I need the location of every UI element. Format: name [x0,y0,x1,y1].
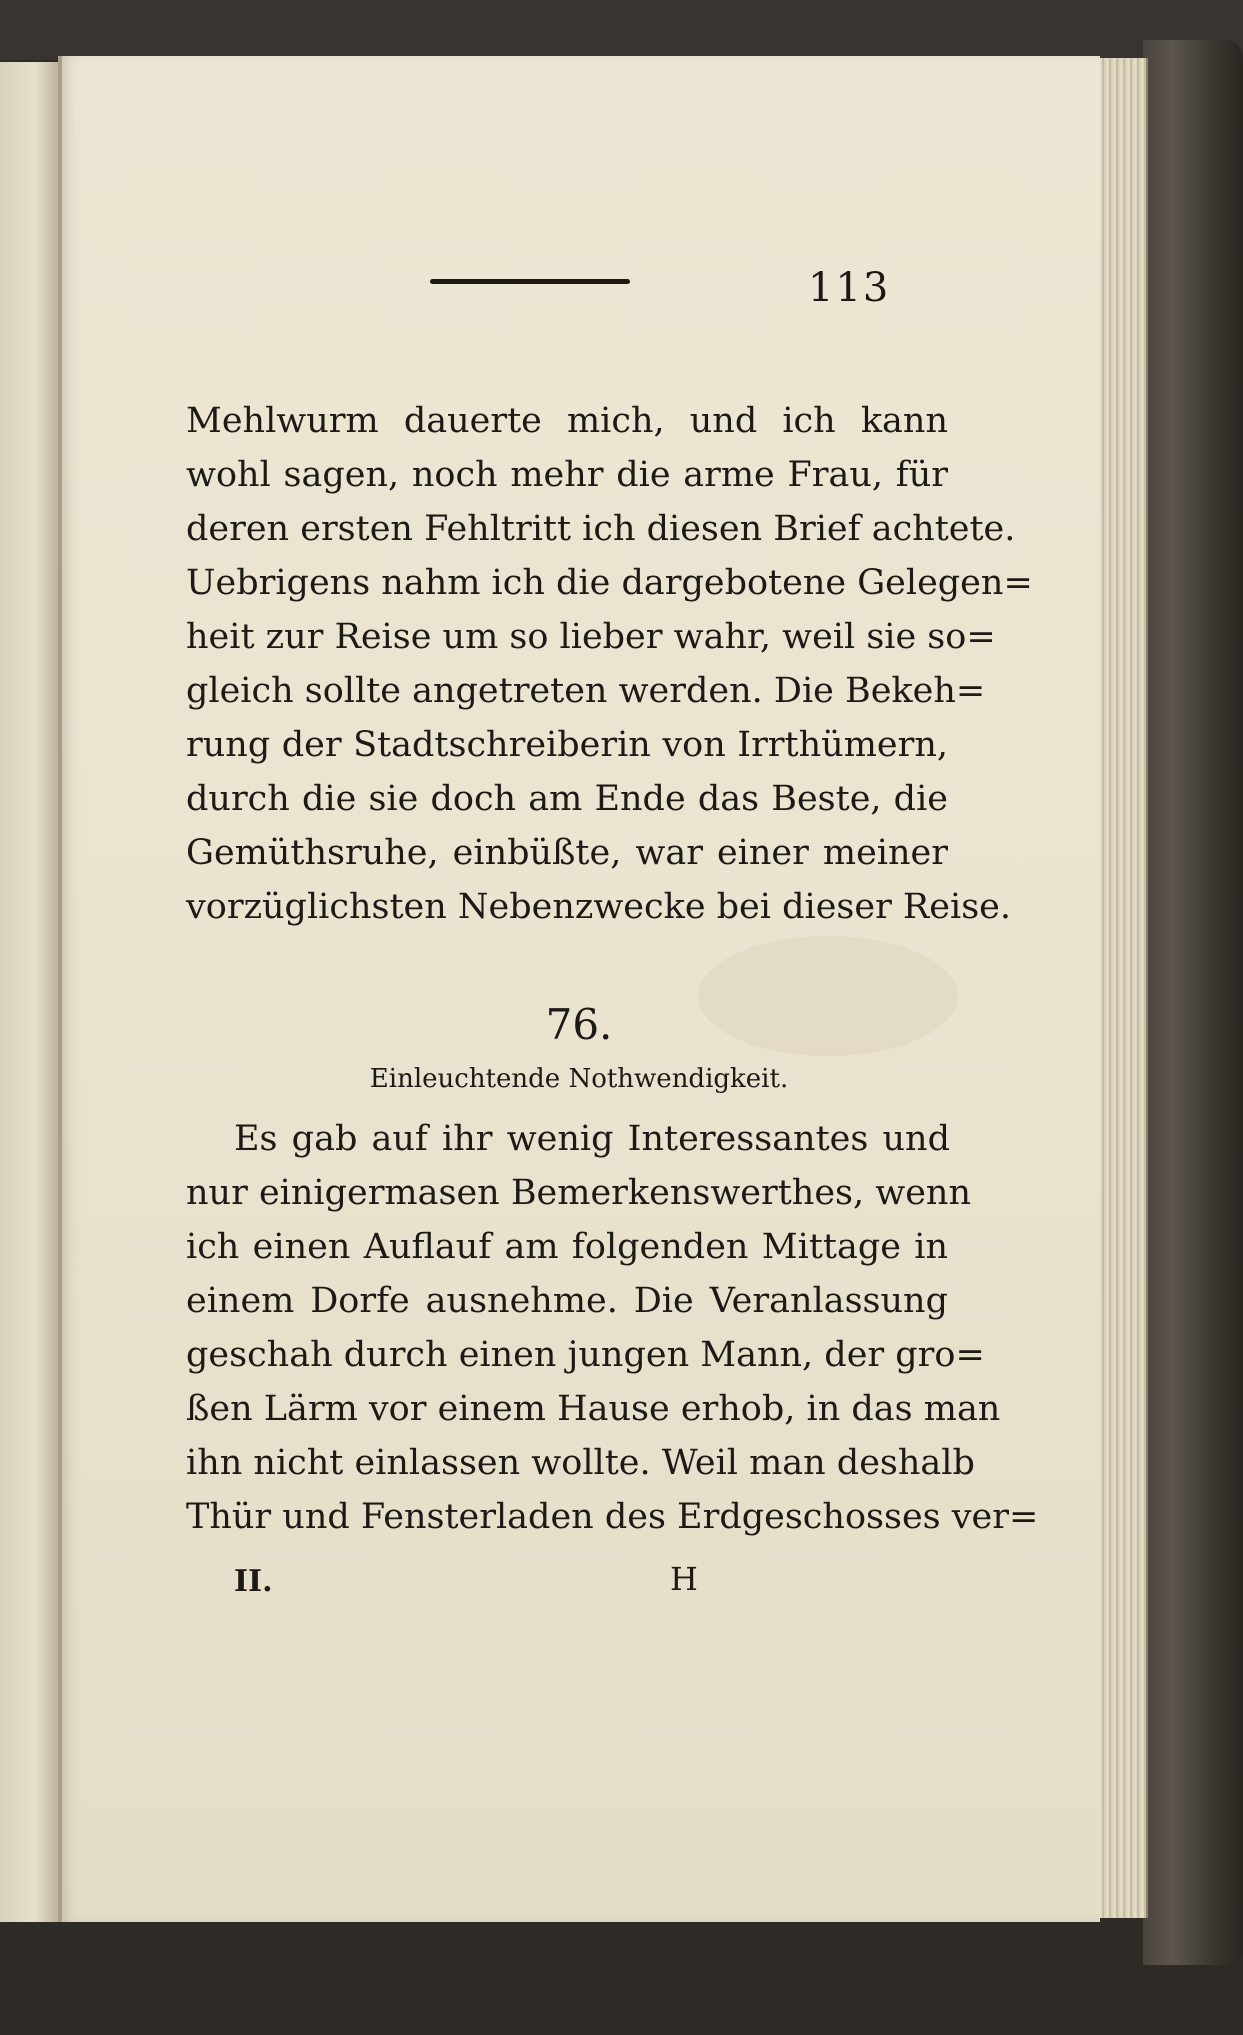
text-line: Mehlwurm dauerte mich, und ich kann [186,401,948,441]
text-line: vorzüglichsten Nebenzwecke bei dieser Reise. [186,887,1011,927]
text-line: Es gab auf ihr wenig Interessantes und [234,1119,950,1159]
header-rule [430,279,630,284]
text-line: gleich sollte angetreten werden. Die Bekeh= [186,671,986,711]
text-line: Thür und Fensterladen des Erdgeschosses ver= [186,1497,1039,1537]
text-line: heit zur Reise um so lieber wahr, weil sie so= [186,617,996,657]
text-line: ßen Lärm vor einem Hause erhob, in das man [186,1389,1001,1429]
text-line: Gemüthsruhe, einbüßte, war einer meiner [186,833,948,873]
text-line: rung der Stadtschreiberin von Irrthümern, [186,725,948,765]
text-line: ihn nicht einlassen wollte. Weil man deshalb [186,1443,975,1483]
text-line: geschah durch einen jungen Mann, der gro= [186,1335,985,1375]
book-cover-right-edge [1143,40,1243,1970]
section-title: Einleuchtende Nothwendigkeit. [369,1064,789,1094]
gutter [58,56,62,1922]
text-line: einem Dorfe ausnehme. Die Veranlassung [186,1281,948,1321]
section-number: 76. [545,1000,613,1049]
facing-page-edge [0,62,58,1922]
volume-signature: II. [234,1564,273,1599]
page-number: 113 [808,265,891,311]
text-line: Uebrigens nahm ich die dargebotene Gelegen= [186,563,1033,603]
book-cover-bottom-edge [0,1965,1243,2035]
text-line: wohl sagen, noch mehr die arme Frau, für [186,455,948,495]
text-line: durch die sie doch am Ende das Beste, die [186,779,948,819]
page-stack-edges [1098,58,1148,1918]
sheet-signature: H [670,1560,698,1598]
text-line: nur einigermasen Bemerkenswerthes, wenn [186,1173,972,1213]
text-line: ich einen Auflauf am folgenden Mittage in [186,1227,948,1267]
book-page [58,56,1100,1922]
book-cover-top-edge [0,0,1243,60]
text-line: deren ersten Fehltritt ich diesen Brief achtete. [186,509,1016,549]
